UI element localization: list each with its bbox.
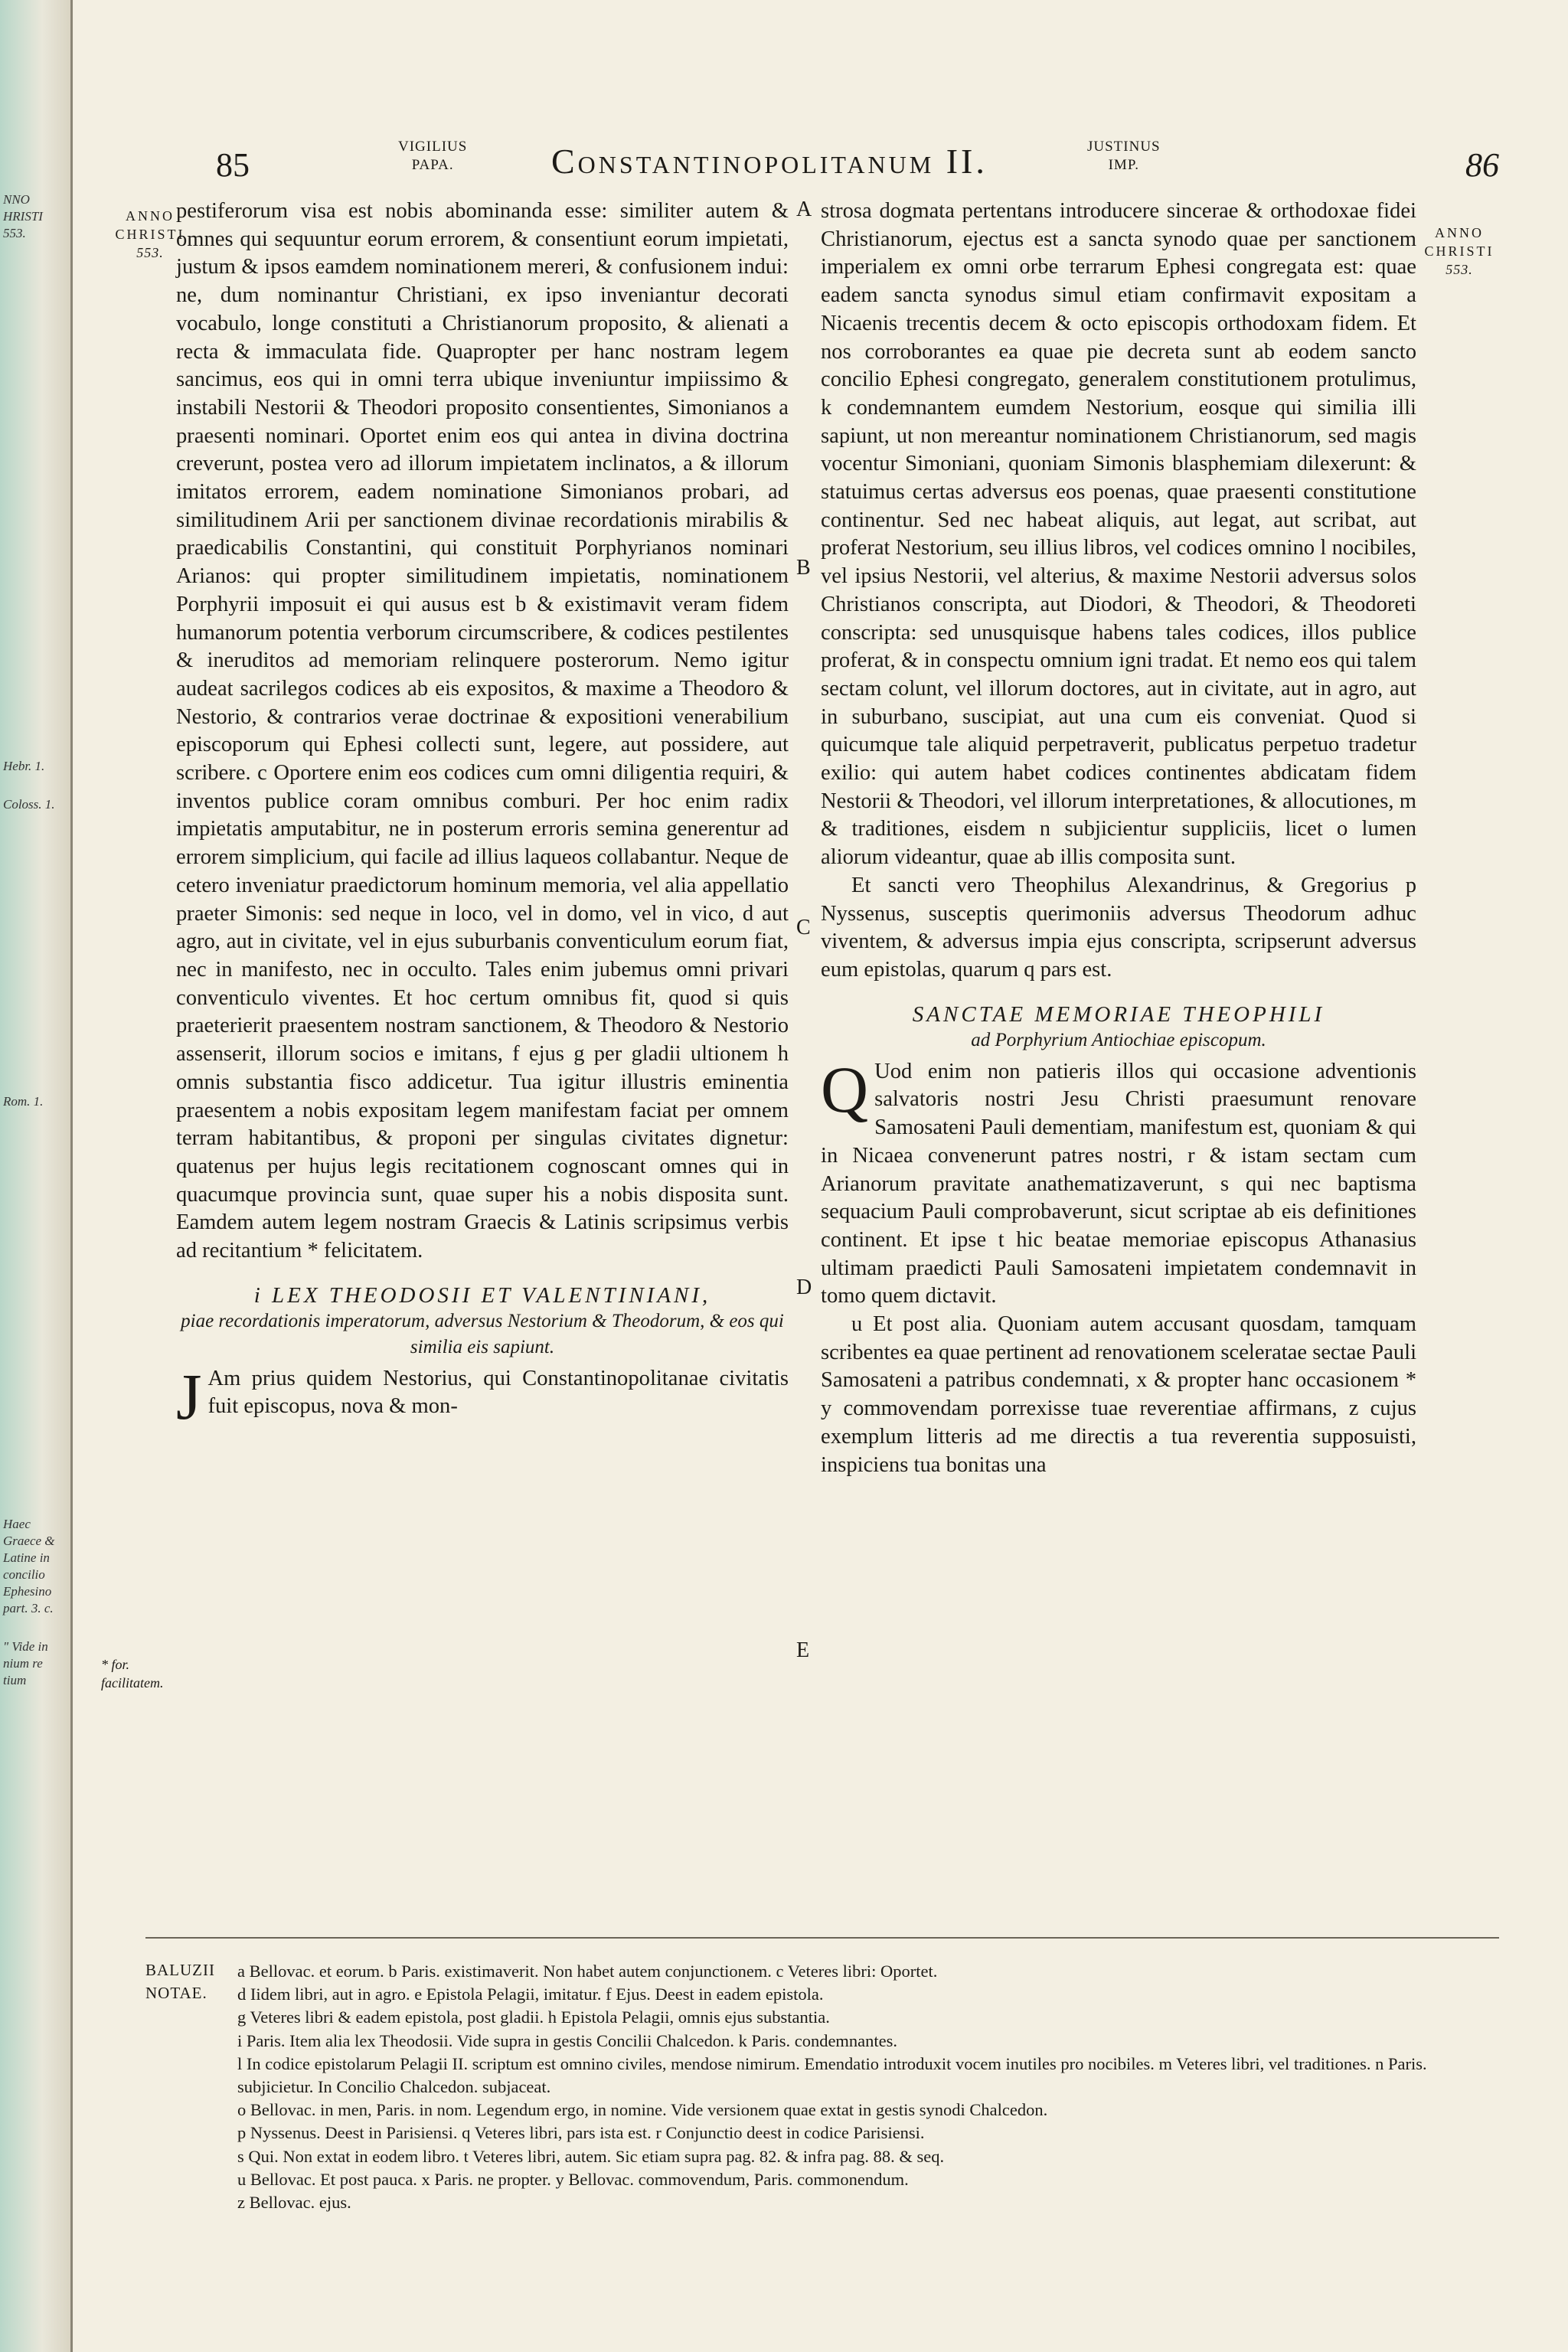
left-column: [176, 198, 789, 1433]
anno-christi-right: ANNO CHRISTI 553.: [1424, 225, 1494, 277]
header-right-label: JUSTINUS IMP.: [1087, 139, 1161, 173]
section-letter-d: D: [796, 1276, 812, 1299]
gutter-note-7: " Vide in: [3, 1639, 48, 1654]
gutter-note-8: nium re: [3, 1656, 43, 1671]
drop-cap-j: J: [176, 1359, 202, 1433]
right-heading-subtitle: ad Porphyrium Antiochiae episcopum.: [971, 1029, 1266, 1050]
baluze-notes: [237, 1960, 1432, 2214]
right-paragraph-1: strosa dogmata pertentans introducere sincerae & orthodoxae fidei Christianorum, ejectus est a sancta synodo quae per sanctionem imperialem ex omni orbe terrarum Ephesi congregata est: quae eadem sancta synodus simul etiam confirmavit expositam a Nicaenis trecentis decem & octo episcopis orthodoxam fidem. Et nos corroborantes ea quae pie decreta sunt ab eodem sancto concilio Ephesi congregato, generalem constitutionem protulimus, k condemnantem eumdem Nestorium, eosque qui similia illi sapiunt, ut non mereantur nominationem Christianorum, sed magis vocentur Simoniani, quoniam Simonis blasphemiam dilexerunt: & statuimus certas adversus eos poenas, quae praesenti constitutione continentur. Sed nec habeat aliquis, aut legat, aut scribat, aut proferat Nestorium, seu illius libros, vel codices omnino l nocibiles, vel ipsius Nestorii, vel alterius, & maxime Nestorii adversus solos Christianos conscripta, aut Diodori, & Theodori, & Theodoreti conscripta: sed unusquisque habens tales codices, illos publice proferat, & in conspectu omnium igni tradat. Et nemo eos qui talem sectam colunt, vel illorum doctores, aut in civitate, aut in agro, aut in suburbano, suscipiat, aut una cum eis conveniat. Quod si quicumque tale aliquid perpetraverit, publicatus perpetuo tradetur exilio: qui autem habet codices continentes abdicatam fidem Nestorii & Theodori, vel illorum interpretationes, & allocutiones, m & traditiones, eisdem n subjicientur suppliciis, licet o lumen aliorum videantur, quae ab illis composita sunt.: [821, 199, 1416, 870]
page-number-left: 85: [216, 146, 250, 184]
gutter-ref-coloss: Coloss. 1.: [3, 797, 55, 812]
header-left-label: VIGILIUS PAPA.: [398, 139, 468, 173]
gutter-note-6: part. 3. c.: [3, 1601, 54, 1615]
gutter-note-4: concilio: [3, 1567, 45, 1582]
gutter-christi: HRISTI: [3, 209, 43, 224]
drop-cap-q: Q: [821, 1052, 869, 1126]
section-letter-b: B: [796, 556, 811, 580]
running-header: [145, 138, 1499, 191]
note-line: u Bellovac. Et post pauca. x Paris. ne propter. y Bellovac. commovendum, Paris. commonendum.: [237, 2169, 909, 2189]
note-line: d Iidem libri, aut in agro. e Epistola Pelagii, imitatur. f Ejus. Deest in eadem epistola.: [237, 1984, 824, 2004]
gutter-note-1: Haec: [3, 1517, 31, 1531]
note-line: l In codice epistolarum Pelagii II. scriptum est omnino civiles, mendose nimirum. Emendatio introduxit vocem inutiles pro nocibiles. m Veteres libri, vel traditiones. n Paris. subjicietur. In Concilio Chalcedon. subjaceat.: [237, 2053, 1427, 2097]
gutter-ref-rom: Rom. 1.: [3, 1094, 44, 1109]
margin-note-facilitatem: * for. facilitatem.: [101, 1657, 164, 1690]
left-section-heading: [176, 1282, 789, 1361]
right-paragraph-3: Q Uod enim non patieris illos qui occasione adventionis salvatoris nostri Jesu Christi praesumunt renovare Samosateni Pauli dementiam, manifestum est, quoniam & qui in Nicaea convenerunt patres nostri, r & istam sectam cum Arianorum pravitate anathematizaverunt, s qui nec baptisma sequacium Pauli comprobaverunt, sicut scriptae ab eis definitiones continent. Et ipse t hic beatae memoriae episcopus Athanasius ultimam praedicti Pauli Samosateni impietatem condemnavit in tomo quem dictavit.: [821, 1052, 1416, 1308]
gutter-note-5: Ephesino: [3, 1584, 52, 1599]
note-line: z Bellovac. ejus.: [237, 2193, 351, 2213]
footnote-divider: [145, 1937, 1499, 1939]
anno-christi-left: ANNO CHRISTI 553.: [115, 208, 185, 260]
gutter-note-2: Graece &: [3, 1534, 55, 1548]
left-paragraph-2: J Am prius quidem Nestorius, qui Constantinopolitanae civitatis fuit episcopus, nova & mon-: [176, 1359, 789, 1433]
adjacent-page-strip: [0, 0, 73, 2352]
note-line: i Paris. Item alia lex Theodosii. Vide supra in gestis Concilii Chalcedon. k Paris. condemnantes.: [237, 2030, 898, 2050]
left-heading-subtitle: piae recordationis imperatorum, adversus Nestorium & Theodorum, & eos qui similia eis sapiunt.: [181, 1310, 784, 1357]
note-line: a Bellovac. et eorum. b Paris. existimaverit. Non habet autem conjunctionem. c Veteres libri: Oportet.: [237, 1962, 938, 1981]
section-letter-c: C: [796, 916, 811, 939]
note-line: s Qui. Non extat in eodem libro. t Veteres libri, autem. Sic etiam supra pag. 82. & infra pag. 88. & seq.: [237, 2146, 945, 2166]
right-section-heading: [821, 1001, 1416, 1054]
right-column: [821, 198, 1416, 1479]
gutter-note-3: Latine in: [3, 1550, 50, 1565]
note-line: o Bellovac. in men, Paris. in nom. Legendum ergo, in nomine. Vide versionem quae extat in gestis synodi Chalcedon.: [237, 2100, 1048, 2120]
note-line: p Nyssenus. Deest in Parisiensi. q Veteres libri, pars ista est. r Conjunctio deest in codice Parisiensi.: [237, 2123, 925, 2143]
section-letter-a: A: [796, 198, 812, 221]
right-heading-title: SANCTAE MEMORIAE THEOPHILI: [912, 1001, 1325, 1027]
right-paragraph-4: u Et post alia. Quoniam autem accusant quosdam, tamquam scribentes ea quae pertinent ad renovationem sceleratae sectae Pauli Samosateni a patribus condemnati, x & propter hanc occasionem * y commovendam porrexisse tuae reverentiae affirmans, z cujus exemplum litteris ad me directis a tua reverentia supposuisti, inspiciens tua bonitas una: [821, 1312, 1417, 1477]
left-paragraph-1: pestiferorum visa est nobis abominanda esse: similiter autem & omnes qui sequuntur eorum errorem, & consentiunt eorum impietati, justum & ipsos eamdem nominationem mereri, & confusionem indui: ne, dum nominantur Christiani, ex ipso inveniantur decorati vocabulo, longe constituti a Christianorum proposito, & alienati a recta & immaculata fide. Quapropter per hanc nostram legem sancimus, eos qui in omni terra ubique inveniuntur impiissimo & instabili Nestorii & Theodori proposito consentientes, Simonianos a praesenti nominari. Oportet enim eos qui antea in divina doctrina creverunt, postea vero ad illorum impietatem inclinatos, a & illorum imitatos errorem, eadem nominatione Simonianos probari, ad similitudinem Arii per sanctionem divinae recordationis mirabilis & praedicabilis Constantini, qui constituit Porphyrianos nominari Arianos: qui propter similitudinem impietatis, nominationem Porphyrii imposuit ei qui ausus est b & existimavit veram fidem humanorum potentia verborum circumscribere, & codices pestilentes & ineruditos ad memoriam relinquere posterorum. Nemo igitur audeat sacrilegos codices ab eis expositos, & maxime a Theodoro & Nestorio, & contrarios verae doctrinae & expositioni venerabilium episcoporum qui Ephesi collecti sunt, legere, aut possidere, aut scribere. c Oportere enim eos codices cum omni diligentia requiri, & inventos publice coram omnibus comburi. Per hoc enim radix impietatis amputabitur, ne in posterum erroris semina generentur ad errorem simplicium, qui facile ad illius laqueos collabantur. Neque de cetero inveniatur praedictorum hominum memoria, vel alia appellatio praeter Simonis: sed neque in loco, vel in domo, vel in vico, d aut agro, aut in civitate, vel in ejus suburbanis conventiculum eorum fiat, nec in manifesto, nec in occulto. Tales enim jubemus omni privari conventiculo viventes. Et hoc certum omnibus fit, quod si quis praeterierit praesentem nostram sanctionem, & Theodoro & Nestorio assenserit, illorum socios e imitans, f ejus g per gladii ultionem h omnis substantia fisco addicetur. Tua igitur illustris eminentia praesentem a nobis expositam legem manifestam faciat per omnem terram habitantibus, & proponi per singulas civitates dignetur: quatenus per hujus legis recitationem cognoscant omnes qui in quacumque provincia sunt, quae super his a nobis disposita sunt. Eamdem autem legem nostram Graecis & Latinis scripsimus verbis ad recitantium * felicitatem.: [176, 199, 789, 1263]
page-title: Constantinopolitanum II.: [551, 142, 988, 181]
left-heading-title: i LEX THEODOSII ET VALENTINIANI,: [253, 1282, 711, 1308]
section-letter-e: E: [796, 1638, 810, 1662]
gutter-anno: NNO: [3, 192, 30, 207]
page-number-right: 86: [1465, 146, 1499, 184]
right-paragraph-2: Et sancti vero Theophilus Alexandrinus, & Gregorius p Nyssenus, susceptis querimoniis adversus Theodorum adhuc viventem, & adversus impia ejus conscripta, scripserunt adversus eum epistolas, quarum q pars est.: [821, 873, 1416, 982]
gutter-ref-hebr: Hebr. 1.: [3, 759, 45, 773]
gutter-note-9: tium: [3, 1673, 27, 1687]
notes-label: BALUZII NOTAE.: [145, 1961, 215, 2002]
note-line: g Veteres libri & eadem epistola, post gladii. h Epistola Pelagii, omnis ejus substantia.: [237, 2007, 830, 2027]
gutter-year: 553.: [3, 226, 26, 240]
